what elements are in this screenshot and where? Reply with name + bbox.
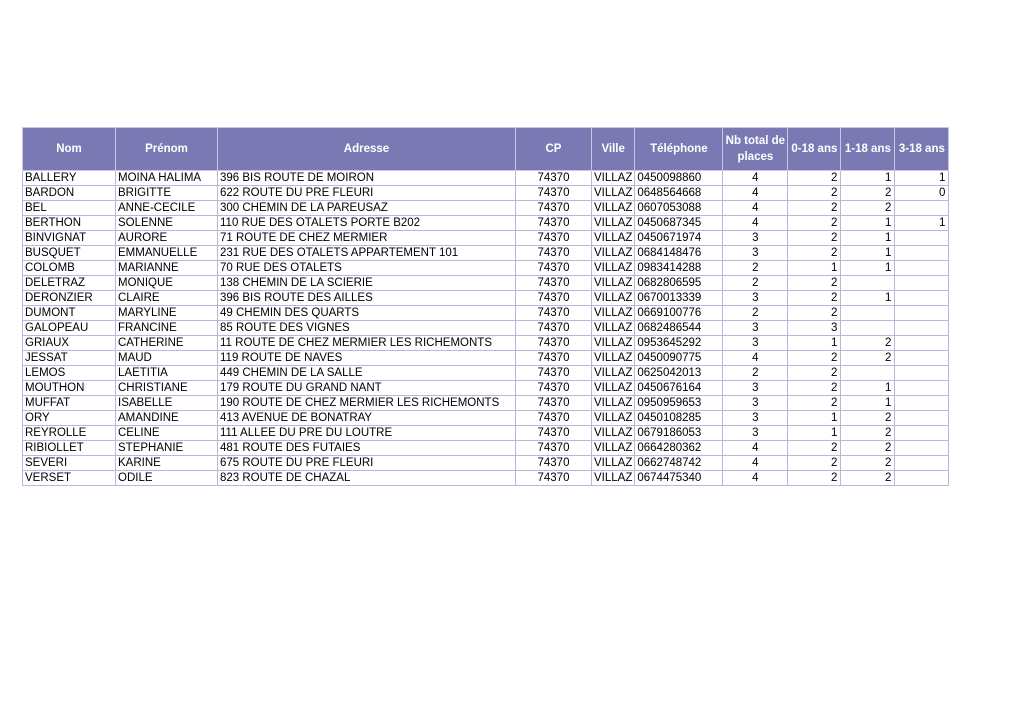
table-body [23, 171, 949, 486]
cell-prenom: AURORE [116, 231, 218, 246]
cell-prenom: AMANDINE [116, 411, 218, 426]
cell-adresse: 396 BIS ROUTE DE MOIRON [218, 171, 516, 186]
cell-cp: 74370 [516, 336, 592, 351]
cell-cp: 74370 [516, 366, 592, 381]
cell-nom: SEVERI [23, 456, 116, 471]
cell-nb-total-places: 3 [723, 336, 788, 351]
cell-nb-total-places: 2 [723, 366, 788, 381]
cell-0-18-ans: 2 [788, 381, 841, 396]
table-row [23, 456, 949, 471]
cell-1-18-ans: 1 [841, 261, 895, 276]
table-row [23, 291, 949, 306]
cell-adresse: 413 AVENUE DE BONATRAY [218, 411, 516, 426]
table-row [23, 201, 949, 216]
col-header-ville: Ville [592, 128, 635, 171]
cell-telephone: 0450108285 [635, 411, 723, 426]
cell-telephone: 0679186053 [635, 426, 723, 441]
cell-adresse: 70 RUE DES OTALETS [218, 261, 516, 276]
cell-telephone: 0450687345 [635, 216, 723, 231]
cell-prenom: ANNE-CECILE [116, 201, 218, 216]
table-row [23, 366, 949, 381]
cell-3-18-ans [895, 306, 949, 321]
cell-adresse: 300 CHEMIN DE LA PAREUSAZ [218, 201, 516, 216]
col-header-3-18-ans: 3-18 ans [895, 128, 949, 171]
col-header-cp: CP [516, 128, 592, 171]
cell-1-18-ans [841, 276, 895, 291]
cell-1-18-ans: 2 [841, 456, 895, 471]
cell-telephone: 0450671974 [635, 231, 723, 246]
cell-adresse: 85 ROUTE DES VIGNES [218, 321, 516, 336]
cell-telephone: 0670013339 [635, 291, 723, 306]
header-row [23, 128, 949, 171]
cell-0-18-ans: 2 [788, 231, 841, 246]
cell-3-18-ans [895, 426, 949, 441]
cell-1-18-ans [841, 321, 895, 336]
cell-0-18-ans: 1 [788, 261, 841, 276]
cell-nb-total-places: 3 [723, 321, 788, 336]
cell-ville: VILLAZ [592, 291, 635, 306]
cell-adresse: 49 CHEMIN DES QUARTS [218, 306, 516, 321]
cell-telephone: 0983414288 [635, 261, 723, 276]
cell-ville: VILLAZ [592, 306, 635, 321]
table-row [23, 351, 949, 366]
cell-0-18-ans: 2 [788, 471, 841, 486]
cell-nom: DERONZIER [23, 291, 116, 306]
cell-nom: BUSQUET [23, 246, 116, 261]
cell-prenom: CHRISTIANE [116, 381, 218, 396]
cell-cp: 74370 [516, 396, 592, 411]
cell-telephone: 0450090775 [635, 351, 723, 366]
cell-nom: BARDON [23, 186, 116, 201]
cell-nb-total-places: 3 [723, 381, 788, 396]
table-row [23, 276, 949, 291]
cell-cp: 74370 [516, 471, 592, 486]
cell-3-18-ans [895, 396, 949, 411]
cell-nb-total-places: 4 [723, 216, 788, 231]
cell-0-18-ans: 2 [788, 396, 841, 411]
col-header-prenom: Prénom [116, 128, 218, 171]
cell-telephone: 0682806595 [635, 276, 723, 291]
cell-ville: VILLAZ [592, 186, 635, 201]
cell-cp: 74370 [516, 261, 592, 276]
cell-3-18-ans [895, 261, 949, 276]
cell-0-18-ans: 2 [788, 366, 841, 381]
table-row [23, 171, 949, 186]
cell-0-18-ans: 3 [788, 321, 841, 336]
cell-telephone: 0625042013 [635, 366, 723, 381]
cell-prenom: ISABELLE [116, 396, 218, 411]
cell-telephone: 0648564668 [635, 186, 723, 201]
cell-cp: 74370 [516, 306, 592, 321]
cell-3-18-ans: 0 [895, 186, 949, 201]
table-row [23, 261, 949, 276]
col-header-nb-total-places: Nb total de places [723, 128, 788, 171]
cell-adresse: 71 ROUTE DE CHEZ MERMIER [218, 231, 516, 246]
cell-nb-total-places: 2 [723, 276, 788, 291]
cell-3-18-ans: 1 [895, 216, 949, 231]
cell-3-18-ans [895, 411, 949, 426]
cell-1-18-ans [841, 306, 895, 321]
cell-ville: VILLAZ [592, 411, 635, 426]
cell-0-18-ans: 2 [788, 246, 841, 261]
table-row [23, 471, 949, 486]
cell-cp: 74370 [516, 426, 592, 441]
cell-telephone: 0664280362 [635, 441, 723, 456]
cell-cp: 74370 [516, 381, 592, 396]
cell-3-18-ans [895, 471, 949, 486]
cell-telephone: 0674475340 [635, 471, 723, 486]
cell-1-18-ans: 2 [841, 411, 895, 426]
cell-cp: 74370 [516, 276, 592, 291]
cell-nom: MOUTHON [23, 381, 116, 396]
table-row [23, 411, 949, 426]
cell-nb-total-places: 2 [723, 261, 788, 276]
cell-prenom: MAUD [116, 351, 218, 366]
cell-ville: VILLAZ [592, 321, 635, 336]
cell-1-18-ans: 1 [841, 381, 895, 396]
cell-1-18-ans: 1 [841, 246, 895, 261]
host-families-table [22, 127, 949, 486]
cell-cp: 74370 [516, 216, 592, 231]
table-row [23, 306, 949, 321]
cell-nom: ORY [23, 411, 116, 426]
cell-telephone: 0669100776 [635, 306, 723, 321]
cell-nb-total-places: 3 [723, 231, 788, 246]
cell-0-18-ans: 2 [788, 291, 841, 306]
cell-prenom: EMMANUELLE [116, 246, 218, 261]
cell-prenom: SOLENNE [116, 216, 218, 231]
cell-1-18-ans: 1 [841, 171, 895, 186]
cell-adresse: 823 ROUTE DE CHAZAL [218, 471, 516, 486]
cell-1-18-ans: 1 [841, 291, 895, 306]
cell-3-18-ans [895, 336, 949, 351]
cell-0-18-ans: 2 [788, 201, 841, 216]
cell-ville: VILLAZ [592, 351, 635, 366]
cell-cp: 74370 [516, 456, 592, 471]
cell-1-18-ans: 2 [841, 336, 895, 351]
cell-1-18-ans: 1 [841, 231, 895, 246]
col-header-nom: Nom [23, 128, 116, 171]
cell-prenom: CELINE [116, 426, 218, 441]
cell-nb-total-places: 4 [723, 441, 788, 456]
cell-nb-total-places: 4 [723, 351, 788, 366]
cell-0-18-ans: 2 [788, 276, 841, 291]
cell-nb-total-places: 3 [723, 291, 788, 306]
cell-prenom: CLAIRE [116, 291, 218, 306]
cell-3-18-ans [895, 276, 949, 291]
table-row [23, 321, 949, 336]
cell-ville: VILLAZ [592, 426, 635, 441]
cell-nom: BALLERY [23, 171, 116, 186]
cell-prenom: MOINA HALIMA [116, 171, 218, 186]
cell-ville: VILLAZ [592, 381, 635, 396]
cell-cp: 74370 [516, 246, 592, 261]
cell-adresse: 675 ROUTE DU PRE FLEURI [218, 456, 516, 471]
cell-ville: VILLAZ [592, 396, 635, 411]
cell-ville: VILLAZ [592, 471, 635, 486]
cell-prenom: ODILE [116, 471, 218, 486]
cell-1-18-ans: 1 [841, 396, 895, 411]
cell-telephone: 0450676164 [635, 381, 723, 396]
cell-telephone: 0662748742 [635, 456, 723, 471]
cell-nb-total-places: 4 [723, 456, 788, 471]
cell-nb-total-places: 3 [723, 246, 788, 261]
cell-nom: COLOMB [23, 261, 116, 276]
cell-adresse: 119 ROUTE DE NAVES [218, 351, 516, 366]
cell-1-18-ans: 2 [841, 426, 895, 441]
cell-prenom: CATHERINE [116, 336, 218, 351]
cell-cp: 74370 [516, 411, 592, 426]
cell-1-18-ans [841, 366, 895, 381]
cell-cp: 74370 [516, 186, 592, 201]
cell-nom: DUMONT [23, 306, 116, 321]
table-row [23, 441, 949, 456]
cell-1-18-ans: 2 [841, 441, 895, 456]
col-header-1-18-ans: 1-18 ans [841, 128, 895, 171]
cell-adresse: 231 RUE DES OTALETS APPARTEMENT 101 [218, 246, 516, 261]
cell-nom: BEL [23, 201, 116, 216]
cell-prenom: STEPHANIE [116, 441, 218, 456]
cell-ville: VILLAZ [592, 201, 635, 216]
cell-adresse: 481 ROUTE DES FUTAIES [218, 441, 516, 456]
cell-adresse: 111 ALLEE DU PRE DU LOUTRE [218, 426, 516, 441]
cell-cp: 74370 [516, 321, 592, 336]
cell-nb-total-places: 3 [723, 426, 788, 441]
cell-cp: 74370 [516, 441, 592, 456]
cell-prenom: FRANCINE [116, 321, 218, 336]
col-header-telephone: Téléphone [635, 128, 723, 171]
cell-adresse: 622 ROUTE DU PRE FLEURI [218, 186, 516, 201]
table-row [23, 426, 949, 441]
cell-telephone: 0607053088 [635, 201, 723, 216]
cell-telephone: 0682486544 [635, 321, 723, 336]
cell-ville: VILLAZ [592, 261, 635, 276]
cell-prenom: KARINE [116, 456, 218, 471]
cell-adresse: 138 CHEMIN DE LA SCIERIE [218, 276, 516, 291]
cell-nom: MUFFAT [23, 396, 116, 411]
cell-nom: LEMOS [23, 366, 116, 381]
cell-telephone: 0684148476 [635, 246, 723, 261]
cell-1-18-ans: 2 [841, 201, 895, 216]
table-row [23, 381, 949, 396]
cell-0-18-ans: 2 [788, 171, 841, 186]
table-row [23, 246, 949, 261]
cell-adresse: 396 BIS ROUTE DES AILLES [218, 291, 516, 306]
cell-prenom: MONIQUE [116, 276, 218, 291]
cell-3-18-ans [895, 381, 949, 396]
cell-0-18-ans: 2 [788, 351, 841, 366]
cell-1-18-ans: 2 [841, 351, 895, 366]
cell-nom: RIBIOLLET [23, 441, 116, 456]
cell-adresse: 449 CHEMIN DE LA SALLE [218, 366, 516, 381]
cell-prenom: LAETITIA [116, 366, 218, 381]
cell-3-18-ans [895, 246, 949, 261]
cell-3-18-ans [895, 291, 949, 306]
cell-nom: BERTHON [23, 216, 116, 231]
cell-nom: DELETRAZ [23, 276, 116, 291]
cell-cp: 74370 [516, 171, 592, 186]
cell-adresse: 190 ROUTE DE CHEZ MERMIER LES RICHEMONTS [218, 396, 516, 411]
cell-ville: VILLAZ [592, 216, 635, 231]
cell-0-18-ans: 2 [788, 216, 841, 231]
cell-0-18-ans: 2 [788, 456, 841, 471]
cell-1-18-ans: 2 [841, 471, 895, 486]
cell-nom: GALOPEAU [23, 321, 116, 336]
cell-nom: VERSET [23, 471, 116, 486]
col-header-0-18-ans: 0-18 ans [788, 128, 841, 171]
cell-adresse: 179 ROUTE DU GRAND NANT [218, 381, 516, 396]
cell-cp: 74370 [516, 291, 592, 306]
cell-ville: VILLAZ [592, 171, 635, 186]
cell-ville: VILLAZ [592, 276, 635, 291]
cell-ville: VILLAZ [592, 366, 635, 381]
cell-3-18-ans [895, 201, 949, 216]
cell-cp: 74370 [516, 351, 592, 366]
cell-prenom: BRIGITTE [116, 186, 218, 201]
table-row [23, 186, 949, 201]
cell-telephone: 0953645292 [635, 336, 723, 351]
cell-3-18-ans: 1 [895, 171, 949, 186]
table-row [23, 216, 949, 231]
cell-3-18-ans [895, 366, 949, 381]
cell-nb-total-places: 2 [723, 306, 788, 321]
cell-nom: JESSAT [23, 351, 116, 366]
cell-nb-total-places: 4 [723, 186, 788, 201]
cell-adresse: 11 ROUTE DE CHEZ MERMIER LES RICHEMONTS [218, 336, 516, 351]
table-row [23, 231, 949, 246]
cell-nb-total-places: 4 [723, 471, 788, 486]
cell-0-18-ans: 1 [788, 336, 841, 351]
col-header-adresse: Adresse [218, 128, 516, 171]
cell-0-18-ans: 2 [788, 306, 841, 321]
cell-3-18-ans [895, 456, 949, 471]
cell-3-18-ans [895, 441, 949, 456]
cell-1-18-ans: 1 [841, 216, 895, 231]
cell-0-18-ans: 2 [788, 441, 841, 456]
cell-nom: BINVIGNAT [23, 231, 116, 246]
cell-ville: VILLAZ [592, 441, 635, 456]
cell-cp: 74370 [516, 201, 592, 216]
cell-nom: GRIAUX [23, 336, 116, 351]
cell-ville: VILLAZ [592, 456, 635, 471]
cell-nb-total-places: 4 [723, 171, 788, 186]
cell-0-18-ans: 2 [788, 186, 841, 201]
cell-nb-total-places: 3 [723, 396, 788, 411]
cell-nom: REYROLLE [23, 426, 116, 441]
cell-prenom: MARIANNE [116, 261, 218, 276]
cell-cp: 74370 [516, 231, 592, 246]
cell-1-18-ans: 2 [841, 186, 895, 201]
table-row [23, 336, 949, 351]
cell-ville: VILLAZ [592, 246, 635, 261]
cell-0-18-ans: 1 [788, 426, 841, 441]
cell-telephone: 0450098860 [635, 171, 723, 186]
cell-ville: VILLAZ [592, 336, 635, 351]
cell-nb-total-places: 3 [723, 411, 788, 426]
cell-prenom: MARYLINE [116, 306, 218, 321]
cell-nb-total-places: 4 [723, 201, 788, 216]
cell-adresse: 110 RUE DES OTALETS PORTE B202 [218, 216, 516, 231]
cell-3-18-ans [895, 231, 949, 246]
cell-telephone: 0950959653 [635, 396, 723, 411]
table-row [23, 396, 949, 411]
cell-3-18-ans [895, 351, 949, 366]
cell-ville: VILLAZ [592, 231, 635, 246]
cell-3-18-ans [895, 321, 949, 336]
cell-0-18-ans: 1 [788, 411, 841, 426]
